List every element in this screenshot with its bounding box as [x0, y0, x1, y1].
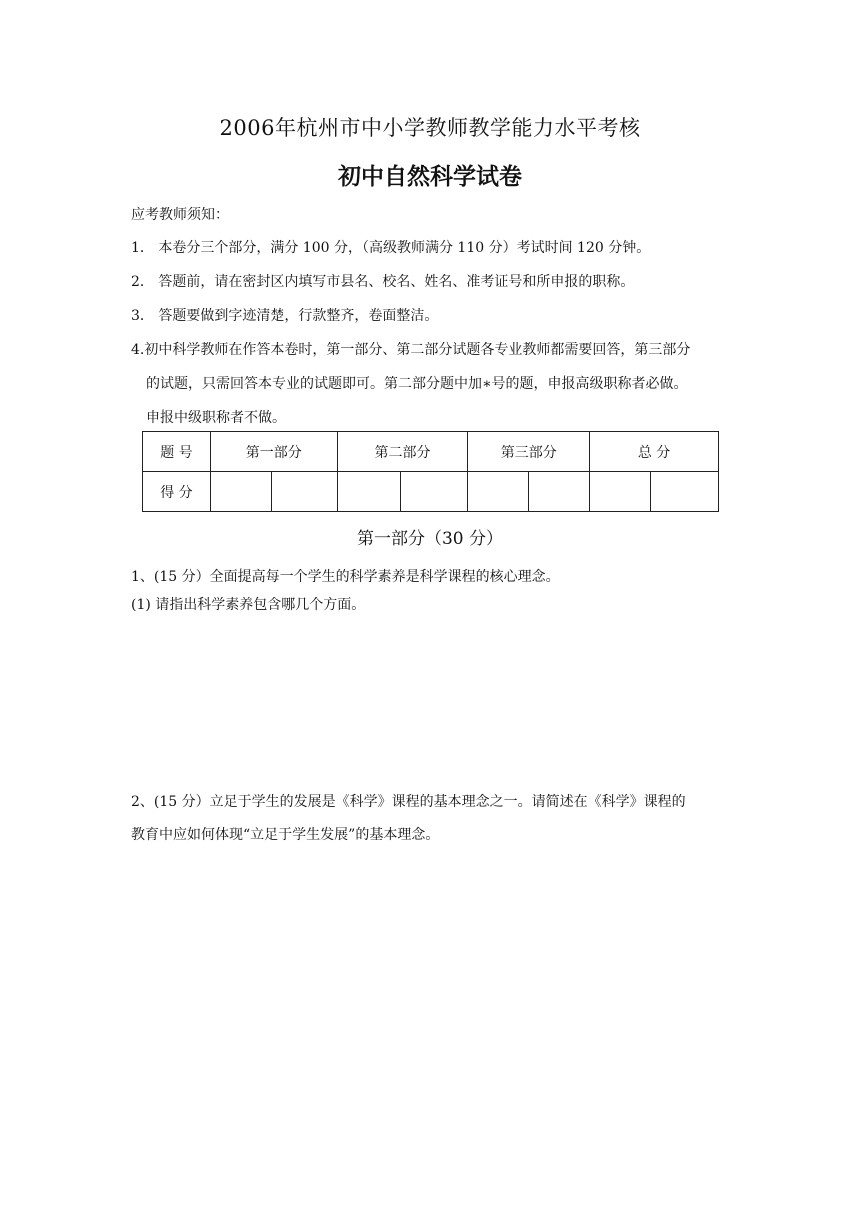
score-table-score-row [143, 472, 719, 512]
notice-item-4-cont2: 申报中级职称者不做。 [146, 410, 286, 426]
score-cell[interactable] [400, 472, 468, 512]
notice-heading: 应考教师须知： [131, 207, 229, 223]
exam-title: 2006年杭州市中小学教师教学能力水平考核 [219, 116, 641, 140]
score-cell[interactable] [210, 472, 271, 512]
score-cell[interactable] [651, 472, 719, 512]
question-1-sub: (1) 请指出科学素养包含哪几个方面。 [131, 597, 366, 613]
header-part-1: 第一部分 [210, 432, 337, 472]
score-cell[interactable] [529, 472, 590, 512]
score-table [142, 431, 719, 512]
notice-item-1: 1． 本卷分三个部分，满分 100 分，（高级教师满分 110 分）考试时间 120 分钟。 [131, 240, 651, 256]
question-2-line2: 教育中应如何体现“立足于学生发展”的基本理念。 [131, 827, 440, 843]
notice-item-2: 2． 答题前，请在密封区内填写市县名、校名、姓名、准考证号和所申报的职称。 [131, 274, 635, 290]
header-total: 总 分 [590, 432, 719, 472]
question-1: 1、(15 分）全面提高每一个学生的科学素养是科学课程的核心理念。 [131, 569, 560, 585]
score-label: 得 分 [143, 472, 211, 512]
notice-item-4: 4.初中科学教师在作答本卷时，第一部分、第二部分试题各专业教师都需要回答，第三部分 [131, 342, 691, 358]
header-part-3: 第三部分 [468, 432, 590, 472]
exam-subtitle: 初中自然科学试卷 [338, 164, 522, 190]
notice-item-3: 3． 答题要做到字迹清楚，行款整齐，卷面整洁。 [131, 308, 439, 324]
header-question-no: 题 号 [143, 432, 211, 472]
question-2-line1: 2、(15 分）立足于学生的发展是《科学》课程的基本理念之一。请简述在《科学》课程的 [131, 794, 686, 810]
score-table-header-row [143, 432, 719, 472]
score-cell[interactable] [468, 472, 529, 512]
part1-heading: 第一部分（30 分） [356, 529, 504, 549]
score-cell[interactable] [590, 472, 651, 512]
header-part-2: 第二部分 [337, 432, 468, 472]
score-cell[interactable] [337, 472, 400, 512]
score-cell[interactable] [271, 472, 337, 512]
notice-item-4-cont: 的试题，只需回答本专业的试题即可。第二部分题中加∗号的题，申报高级职称者必做。 [146, 376, 688, 392]
